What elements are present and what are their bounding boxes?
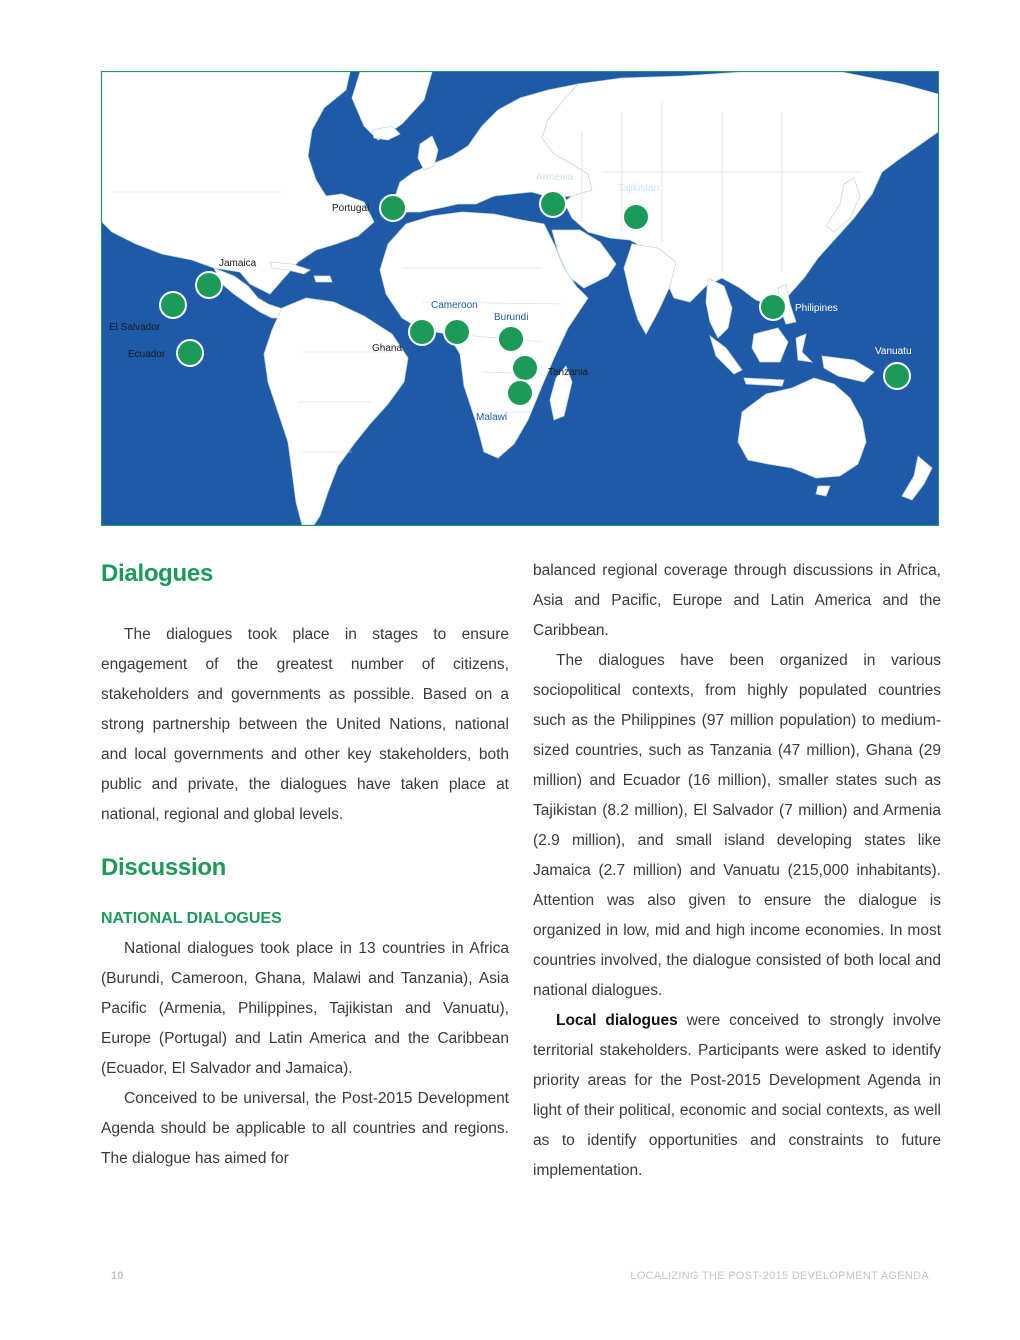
label-ghana: Ghana xyxy=(372,343,403,354)
label-ecuador: Ecuador xyxy=(128,349,166,360)
marker-tanzania[interactable] xyxy=(512,355,538,381)
label-el-salvador: El Salvador xyxy=(109,322,161,333)
marker-armenia[interactable] xyxy=(540,191,566,217)
label-jamaica: Jamaica xyxy=(219,258,257,269)
marker-cameroon[interactable] xyxy=(444,319,470,345)
marker-malawi[interactable] xyxy=(507,380,533,406)
marker-ghana[interactable] xyxy=(409,319,435,345)
marker-burundi[interactable] xyxy=(498,326,524,352)
label-philipines: Philipines xyxy=(795,303,838,314)
label-malawi: Malawi xyxy=(476,412,508,423)
spacer xyxy=(101,830,509,850)
paragraph-sociopolitical-contexts: The dialogues have been organized in various sociopolitical contexts, from highly populated countries such as the Philippines (97 million population) to medium-sized countries, such as Tanzania (47 million), Ghana (29 million) and Ecuador (16 million), smaller states such as Tajikistan (8.2 million), El Salvador (7 million) and Armenia (2.9 million), and small island developing states like Jamaica (2.7 million) and Vanuatu (215,000 inhabitants). Attention was also given to ensure the dialogue is organized in low, mid and high income economies. In most countries involved, the dialogue consisted of both local and national dialogues. xyxy=(533,652,941,999)
label-burundi: Burundi xyxy=(494,312,529,323)
right-column xyxy=(533,556,941,1186)
label-armenia: Armenia xyxy=(536,172,574,183)
marker-ecuador[interactable] xyxy=(177,340,203,366)
label-tanzania: Tanzania xyxy=(548,367,589,378)
local-dialogues-lead: Local dialogues xyxy=(556,1012,678,1029)
spacer xyxy=(101,886,509,904)
marker-portugal[interactable] xyxy=(380,195,406,221)
local-dialogues-text: were conceived to strongly involve territorial stakeholders. Participants were asked to identify priority areas for the Post-2015 Development Agenda in light of their political, economic and social contexts, as well as to identify opportunities and constraints to future implementation. xyxy=(533,1012,941,1179)
marker-philipines[interactable] xyxy=(760,294,786,320)
marker-tajikistan[interactable] xyxy=(623,204,649,230)
paragraph-regional-coverage: balanced regional coverage through discussions in Africa, Asia and Pacific, Europe and Latin America and the Caribbean. xyxy=(533,562,941,639)
paragraph-national-dialogues: National dialogues took place in 13 countries in Africa (Burundi, Cameroon, Ghana, Malawi and Tanzania), Asia Pacific (Armenia, Philippines, Tajikistan and Vanuatu), Europe (Portugal) and Latin America and the Caribbean (Ecuador, El Salvador and Jamaica). xyxy=(101,940,509,1077)
label-tajikistan: Tajikistan xyxy=(618,183,660,194)
paragraph-dialogues: The dialogues took place in stages to ensure engagement of the greatest number of citizens, stakeholders and governments as possible. Based on a strong partnership between the United Nations, national and local governments and other key stakeholders, both public and private, the dialogues have taken place at national, regional and global levels. xyxy=(101,626,509,823)
heading-dialogues: Dialogues xyxy=(101,560,213,587)
marker-el-salvador[interactable] xyxy=(160,292,186,318)
marker-vanuatu[interactable] xyxy=(884,363,910,389)
heading-national-dialogues: NATIONAL DIALOGUES xyxy=(101,910,282,927)
hispaniola xyxy=(314,276,332,282)
page-number: 10 xyxy=(111,1270,124,1282)
world-map xyxy=(101,71,939,526)
paragraph-local-dialogues xyxy=(533,1006,941,1186)
marker-jamaica[interactable] xyxy=(196,272,222,298)
label-vanuatu: Vanuatu xyxy=(875,346,912,357)
label-portugal: Portugal xyxy=(332,203,370,214)
spacer xyxy=(101,592,509,620)
heading-discussion: Discussion xyxy=(101,854,227,881)
world-map-svg xyxy=(102,72,938,525)
label-cameroon: Cameroon xyxy=(431,300,478,311)
left-column xyxy=(101,556,509,1174)
paragraph-universal: Conceived to be universal, the Post-2015 Development Agenda should be applicable to all countries and regions. The dialogue has aimed for xyxy=(101,1090,509,1167)
running-title: LOCALIZING THE POST-2015 DEVELOPMENT AGENDA xyxy=(630,1270,929,1282)
